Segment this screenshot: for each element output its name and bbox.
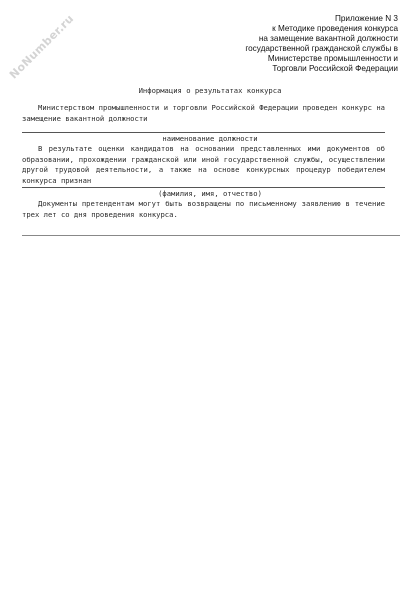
header-line: государственной гражданской службы в (245, 44, 398, 53)
closing-paragraph (22, 199, 385, 220)
result-text: В результате оценки кандидатов на основании представленных ими документов об образовании, прохождении гражданской или иной государственной службы, осуществлении другой трудовой деятельности, а также на основе конкурсных процедур победителем конкурса признан (22, 144, 385, 185)
closing-text: Документы претендентам могут быть возвращены по письменному заявлению в течение трех лет со дня проведения конкурса. (22, 199, 385, 219)
bottom-divider (22, 235, 400, 236)
name-caption: (фамилия, имя, отчество) (158, 189, 262, 198)
intro-paragraph (22, 103, 385, 124)
position-blank-line (22, 132, 385, 133)
position-caption: наименование должности (162, 134, 258, 143)
header-line: на замещение вакантной должности (258, 34, 398, 43)
header-line: Министерстве промышленности и (267, 54, 398, 63)
result-paragraph (22, 144, 385, 186)
header-line: к Методике проведения конкурса (272, 24, 398, 33)
document-title: Информация о результатах конкурса (138, 86, 282, 95)
header-line: Приложение N 3 (334, 14, 398, 23)
name-blank-line (22, 187, 385, 188)
intro-text: Министерством промышленности и торговли Российской Федерации проведен конкурс на замещение вакантной должности (22, 103, 385, 123)
watermark: NoNumber.ru (6, 12, 77, 82)
header-line: Торговли Российской Федерации (272, 64, 398, 73)
appendix-header (198, 14, 398, 74)
